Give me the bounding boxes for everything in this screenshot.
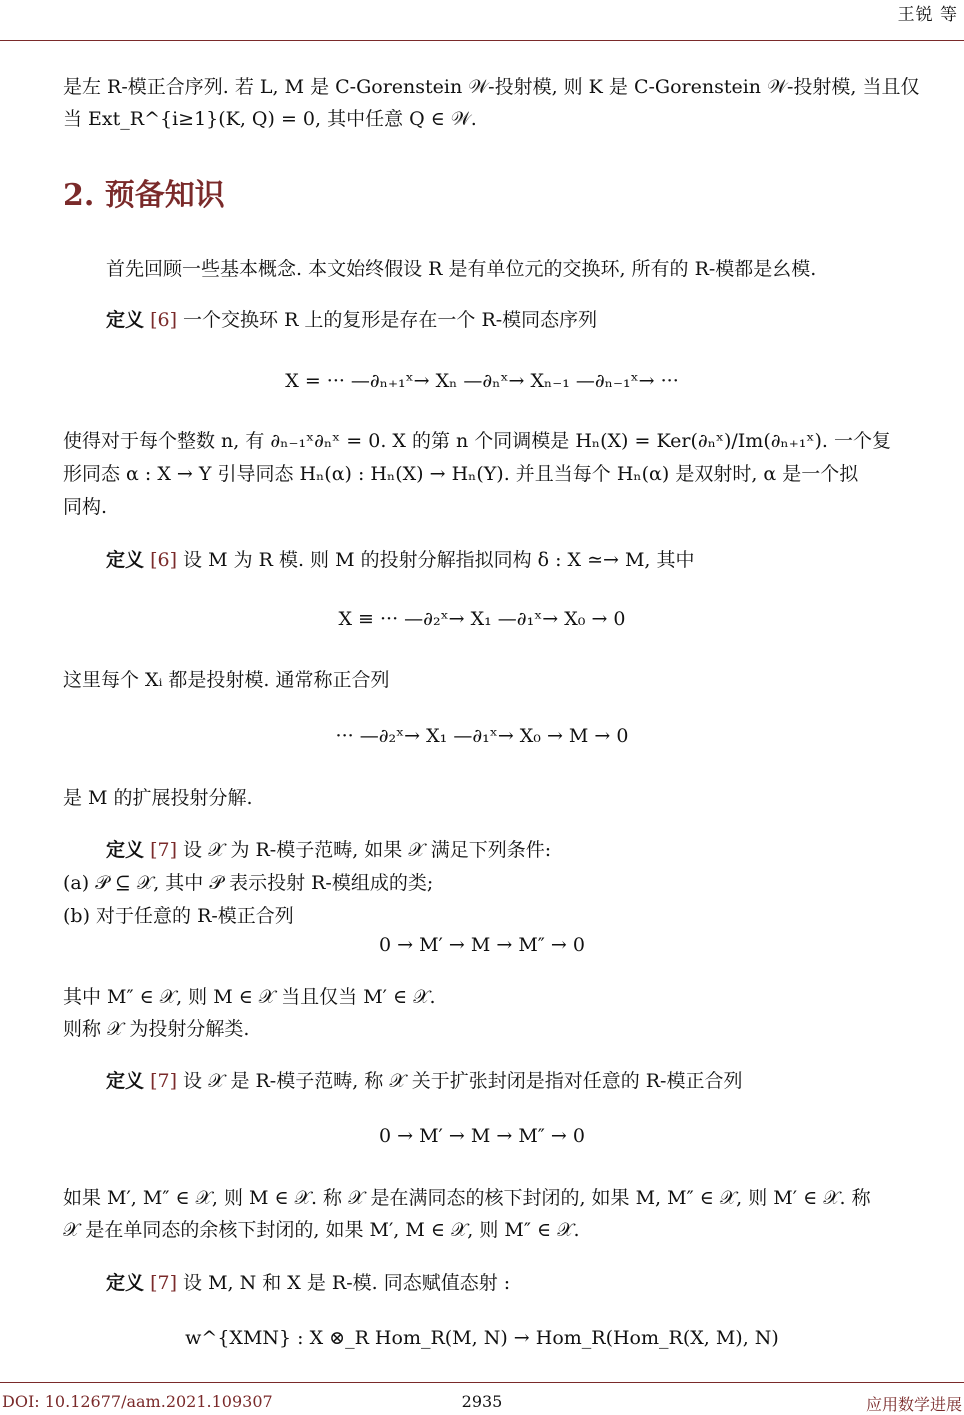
definition-5 [106,1268,958,1299]
def3-after-2: 则称 𝒳 为投射分解类. [63,1018,250,1040]
definition-1 [106,305,958,336]
def4-after-line-2: 𝒳 是在单同态的余核下封闭的, 如果 M′, M ∈ 𝒳, 则 M″ ∈ 𝒳. [63,1219,580,1241]
citation-link[interactable]: [7] [150,1070,177,1092]
definition-text: 设 M 为 R 模. 则 M 的投射分解指拟同构 δ : X ≃→ M, 其中 [183,549,695,571]
condition-a: (a) 𝒫 ⊆ 𝒳, 其中 𝒫 表示投射 R-模组成的类; [63,872,434,894]
def2-after: 是 M 的扩展投射分解. [63,787,253,809]
definition-text: 设 M, N 和 X 是 R-模. 同态赋值态射 : [183,1272,511,1294]
section-title: 2. 预备知识 [63,178,225,213]
definition-4 [106,1066,958,1097]
definition-text: 设 𝒳 是 R-模子范畴, 称 𝒳 关于扩张封闭是指对任意的 R-模正合列 [183,1070,743,1092]
def2-middle: 这里每个 Xᵢ 都是投射模. 通常称正合列 [63,669,390,691]
definition-3 [106,835,958,866]
footer-doi[interactable]: DOI: 10.12677/aam.2021.109307 [2,1392,273,1411]
footer-journal: 应用数学进展 [865,1395,962,1414]
definition-2 [106,545,958,576]
definition-label: 定义 [106,839,145,861]
citation-link[interactable]: [7] [150,1272,177,1294]
definition-label: 定义 [106,309,145,331]
citation-link[interactable]: [6] [150,549,177,571]
def4-after-line-1: 如果 M′, M″ ∈ 𝒳, 则 M ∈ 𝒳. 称 𝒳 是在满同态的核下封闭的, 如果 M, M″ ∈ 𝒳, 则 M′ ∈ 𝒳. 称 [63,1187,871,1209]
condition-b: (b) 对于任意的 R-模正合列 [63,905,294,927]
intro-line-2: 当 Ext_R^{i≥1}(K, Q) = 0, 其中任意 Q ∈ 𝒲. [63,108,477,130]
footer-page-number: 2935 [461,1392,503,1411]
formula-augmented-resolution: ··· —∂₂ˣ→ X₁ —∂₁ˣ→ X₀ → M → 0 [335,725,629,747]
formula-projective-resolution: X ≡ ··· —∂₂ˣ→ X₁ —∂₁ˣ→ X₀ → 0 [338,608,626,630]
definition-label: 定义 [106,1070,145,1092]
formula-short-exact-2: 0 → M′ → M → M″ → 0 [379,1125,585,1147]
def3-after-1: 其中 M″ ∈ 𝒳, 则 M ∈ 𝒳 当且仅当 M′ ∈ 𝒳. [63,986,436,1008]
definition-text: 一个交换环 R 上的复形是存在一个 R-模同态序列 [183,309,598,331]
formula-evaluation-morphism: w^{XMN} : X ⊗_R Hom_R(M, N) → Hom_R(Hom_R(X, M), N) [185,1327,779,1349]
formula-short-exact: 0 → M′ → M → M″ → 0 [379,934,585,956]
def1-after-line-2: 形同态 α : X → Y 引导同态 Hₙ(α) : Hₙ(X) → Hₙ(Y). 并且当每个 Hₙ(α) 是双射时, α 是一个拟 [63,463,859,485]
citation-link[interactable]: [6] [150,309,177,331]
definition-text: 设 𝒳 为 R-模子范畴, 如果 𝒳 满足下列条件: [183,839,552,861]
formula-complex: X = ··· —∂ₙ₊₁ˣ→ Xₙ —∂ₙˣ→ Xₙ₋₁ —∂ₙ₋₁ˣ→ ··· [285,370,679,392]
def1-after-line-1: 使得对于每个整数 n, 有 ∂ₙ₋₁ˣ∂ₙˣ = 0. X 的第 n 个同调模是 Hₙ(X) = Ker(∂ₙˣ)/Im(∂ₙ₊₁ˣ). 一个复 [63,430,891,452]
definition-label: 定义 [106,1272,145,1294]
intro-line-1: 是左 R-模正合序列. 若 L, M 是 C-Gorenstein 𝒲-投射模, 则 K 是 C-Gorenstein 𝒲-投射模, 当且仅 [63,76,920,98]
def1-after-line-3: 同构. [63,496,108,518]
definition-label: 定义 [106,549,145,571]
header-author: 王锐 等 [897,5,958,25]
header-rule [0,40,964,41]
footer-rule [0,1382,964,1383]
para-basic: 首先回顾一些基本概念. 本文始终假设 R 是有单位元的交换环, 所有的 R-模都是幺模. [106,258,817,280]
citation-link[interactable]: [7] [150,839,177,861]
